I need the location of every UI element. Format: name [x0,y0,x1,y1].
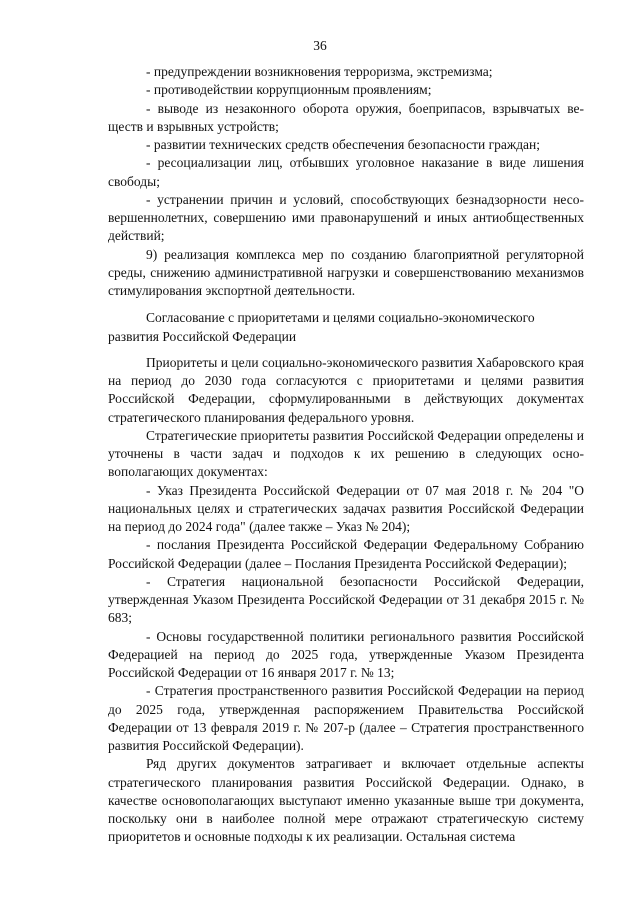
paragraph: Ряд других документов затрагивает и включает отдельные аспекты стратегического планирования развития Российской Федерации. Однако, в качестве основополагающих выступают именно указанные выше три документа, поскольку они в наиболее полной мере отражают стратегическую систему приоритетов и основные подходы к их реализации. Остальная система [108,756,584,845]
numbered-item: 9) реализация комплекса мер по созданию благоприятной регуляторной среды, снижению административной нагрузки и совершенствованию механизмов стимулирования экспортной деятельности. [108,246,584,298]
page-number: 36 [313,38,327,53]
list-item: - послания Президента Российской Федерации Федеральному Собранию Российской Федерации (далее – Послания Президента Российской Федерации); [108,537,584,571]
paragraph: Приоритеты и цели социально-экономического развития Хабаровского края на период до 2030 года согласуются с приоритетами и целями развития Российской Федерации, сформулированными в действующих документах стратегического планирования федерального уровня. [108,354,584,425]
list-item: - развитии технических средств обеспечения безопасности граждан; [146,137,541,152]
list-item: - Указ Президента Российской Федерации от 07 мая 2018 г. № 204 "О национальных целях и стратегических задачах развития Российской Федерации на период до 2024 года" (далее также – Указ № 204); [108,482,584,534]
list-item: - Стратегия национальной безопасности Российской Федерации, утвержденная Указом Президента Российской Федерации от 31 декабря 2015 г. № 683; [108,573,584,626]
list-item: - противодействии коррупционным проявлениям; [146,82,432,98]
list-item: - выводе из незаконного оборота оружия, боеприпасов, взрывчатых веществ и взрывных устройств; [108,100,584,134]
list-item: - ресоциализации лиц, отбывших уголовное наказание в виде лишения свободы; [108,155,584,189]
list-item: - предупреждении возникновения терроризма, экстремизма; [146,64,493,79]
list-item: - устранении причин и условий, способствующих безнадзорности несовершеннолетних, совершению ими правонарушений и иных антиобщественных действий; [108,191,584,244]
list-item: - Основы государственной политики регионального развития Российской Федерацией на период до 2025 года, утвержденные Указом Президента Российской Федерации от 16 января 2017 г. № 13; [108,628,584,680]
section-heading: Согласование с приоритетами и целями социально-экономического развития Российской Федерации [108,310,535,344]
paragraph: Стратегические приоритеты развития Российской Федерации определены и уточнены в части задач и подходов к их решению в следующих основополагающих документах: [108,427,584,480]
document-body [108,63,584,847]
list-item: - Стратегия пространственного развития Российской Федерации на период до 2025 года, утвержденная распоряжением Правительства Российской Федерации от 13 февраля 2019 г. № 207-р (далее – Стратегия пространственного развития Российской Федерации). [108,683,584,753]
